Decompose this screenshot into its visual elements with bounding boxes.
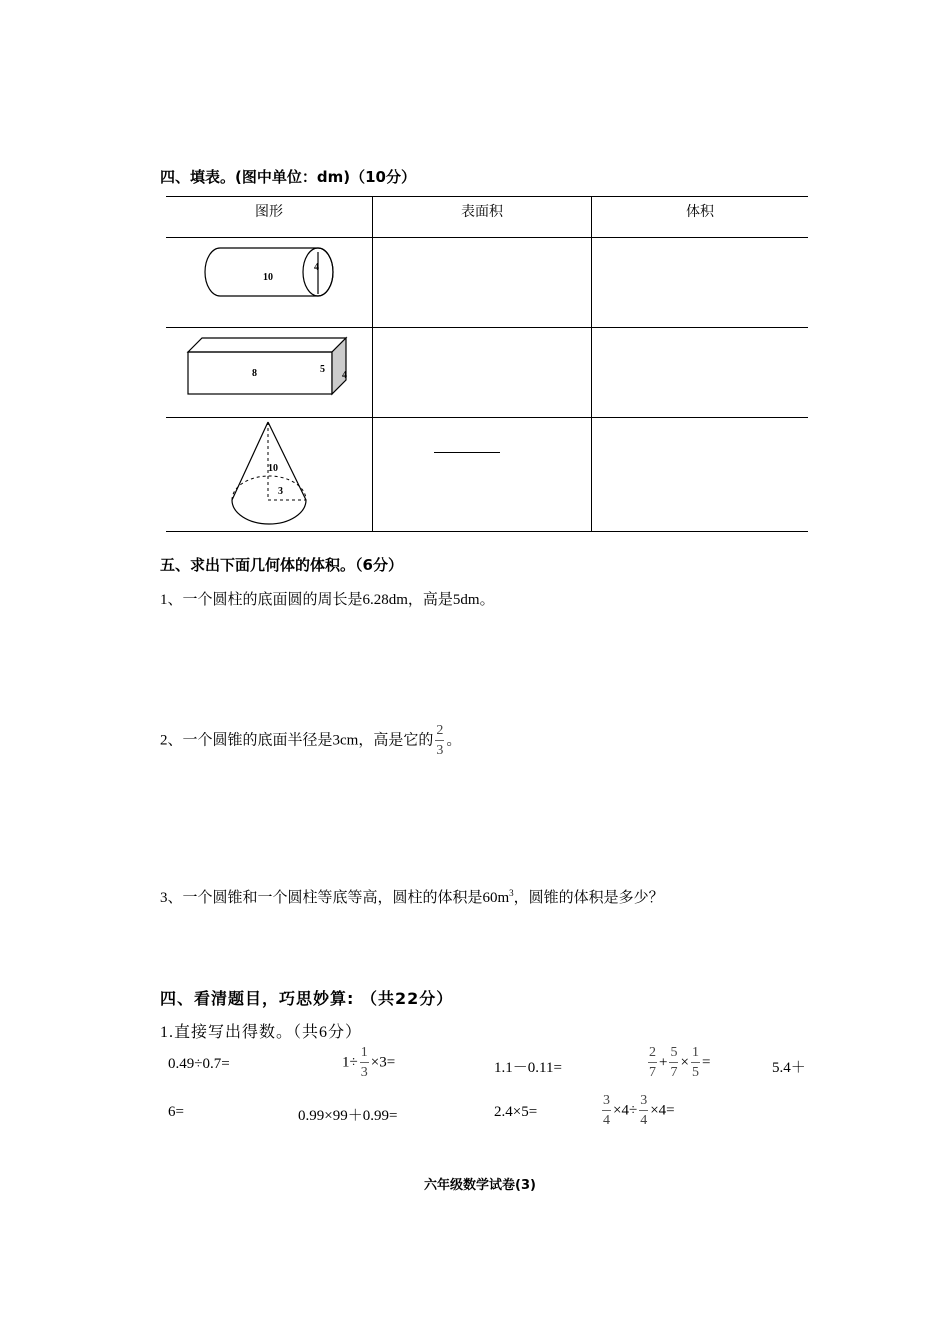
section-five-title: 五、求出下面几何体的体积。（6分）	[160, 556, 403, 574]
fraction-numerator: 1	[691, 1046, 700, 1063]
fill-table	[166, 196, 808, 532]
fraction-numerator: 2	[648, 1046, 657, 1063]
fraction-denominator: 4	[603, 1113, 610, 1128]
fraction-numerator: 2	[435, 724, 444, 741]
fraction-denominator: 3	[436, 743, 444, 758]
question-2	[160, 724, 461, 758]
cuboid-length-label: 8	[252, 368, 257, 379]
cone-left-edge	[232, 422, 268, 500]
fraction-denominator: 7	[670, 1065, 678, 1080]
calc-text: ×3=	[370, 1054, 396, 1071]
fraction	[691, 1046, 700, 1080]
cuboid-front-face	[188, 352, 332, 394]
cuboid-height-label: 5	[320, 364, 325, 375]
cuboid-side-face	[332, 338, 346, 394]
cubic-superscript: 3	[509, 888, 514, 898]
fraction	[435, 724, 444, 758]
table-row	[166, 328, 808, 418]
calc-item: 0.99×99＋0.99=	[298, 1108, 398, 1124]
cell-cuboid-volume[interactable]	[592, 328, 809, 418]
operator: ×	[680, 1054, 689, 1071]
cell-cone-surface	[373, 418, 592, 532]
cell-cylinder-surface[interactable]	[373, 238, 592, 328]
calc-text: ×4÷	[613, 1102, 638, 1119]
calc-text: ×4=	[650, 1102, 675, 1119]
question-2-text: 2、一个圆锥的底面半径是3cm，高是它的	[160, 732, 434, 749]
fraction-denominator: 3	[360, 1065, 368, 1080]
cone-figure	[166, 418, 372, 526]
header-volume: 体积	[592, 197, 809, 238]
question-3-text: 3、一个圆锥和一个圆柱等底等高，圆柱的体积是60m	[160, 890, 510, 906]
calc-section-title: 四、看清题目，巧思妙算: （共22分）	[160, 989, 454, 1008]
page-footer: 六年级数学试卷(3)	[424, 1178, 536, 1193]
calc-text: 1÷	[342, 1054, 358, 1071]
question-3-suffix: ，圆锥的体积是多少？	[513, 890, 664, 906]
question-1: 1、一个圆柱的底面圆的周长是6.28dm，高是5dm。	[160, 592, 495, 608]
calc-item	[646, 1046, 710, 1080]
table-row	[166, 238, 808, 328]
cell-cylinder-volume[interactable]	[592, 238, 809, 328]
fraction-numerator: 1	[360, 1046, 369, 1063]
cuboid-width-label: 4	[342, 370, 347, 381]
cone-base-back	[232, 476, 306, 500]
cylinder-diameter-label: 4	[314, 262, 319, 273]
cuboid-figure	[166, 328, 372, 412]
calc-item: 0.49÷0.7=	[168, 1056, 230, 1072]
cone-base-front	[232, 500, 306, 524]
calc-item: 1.1－0.11=	[494, 1060, 562, 1076]
cone-surface-placeholder-line	[434, 452, 500, 453]
table-row	[166, 418, 808, 532]
cell-cylinder	[166, 238, 373, 328]
cylinder-length-label: 10	[263, 272, 273, 283]
cone-right-edge	[268, 422, 306, 500]
fraction-denominator: 7	[649, 1065, 656, 1080]
operator: +	[659, 1054, 668, 1071]
fraction-numerator: 3	[639, 1094, 648, 1111]
fraction	[602, 1094, 611, 1128]
fraction	[669, 1046, 678, 1080]
cell-cone	[166, 418, 373, 532]
header-surface-area: 表面积	[373, 197, 592, 238]
calc-item: 5.4＋	[772, 1060, 806, 1076]
calc-item: 6=	[168, 1104, 184, 1120]
section-four-title: 四、填表。(图中单位：dm)（10分）	[160, 168, 416, 186]
cone-height-label: 10	[268, 463, 278, 474]
question-2-suffix: 。	[446, 732, 462, 749]
cell-cone-volume[interactable]	[592, 418, 809, 532]
fraction-denominator: 4	[640, 1113, 648, 1128]
question-3	[160, 886, 664, 907]
header-shape: 图形	[166, 197, 373, 238]
fraction	[360, 1046, 369, 1080]
calc-item: 2.4×5=	[494, 1104, 538, 1120]
fraction-numerator: 5	[669, 1046, 678, 1063]
calc-subtitle: 1.直接写出得数。（共6分）	[160, 1024, 363, 1041]
fraction	[648, 1046, 657, 1080]
fraction	[639, 1094, 648, 1128]
cylinder-figure	[166, 238, 372, 322]
table-header-row	[166, 197, 808, 238]
cuboid-top-face	[188, 338, 346, 352]
fraction-denominator: 5	[691, 1065, 699, 1080]
cell-cuboid-surface[interactable]	[373, 328, 592, 418]
calc-text: =	[701, 1054, 711, 1071]
calc-item	[342, 1046, 395, 1080]
cell-cuboid	[166, 328, 373, 418]
calc-item	[600, 1094, 675, 1128]
fraction-numerator: 3	[602, 1094, 611, 1111]
cone-radius-label: 3	[278, 486, 283, 497]
